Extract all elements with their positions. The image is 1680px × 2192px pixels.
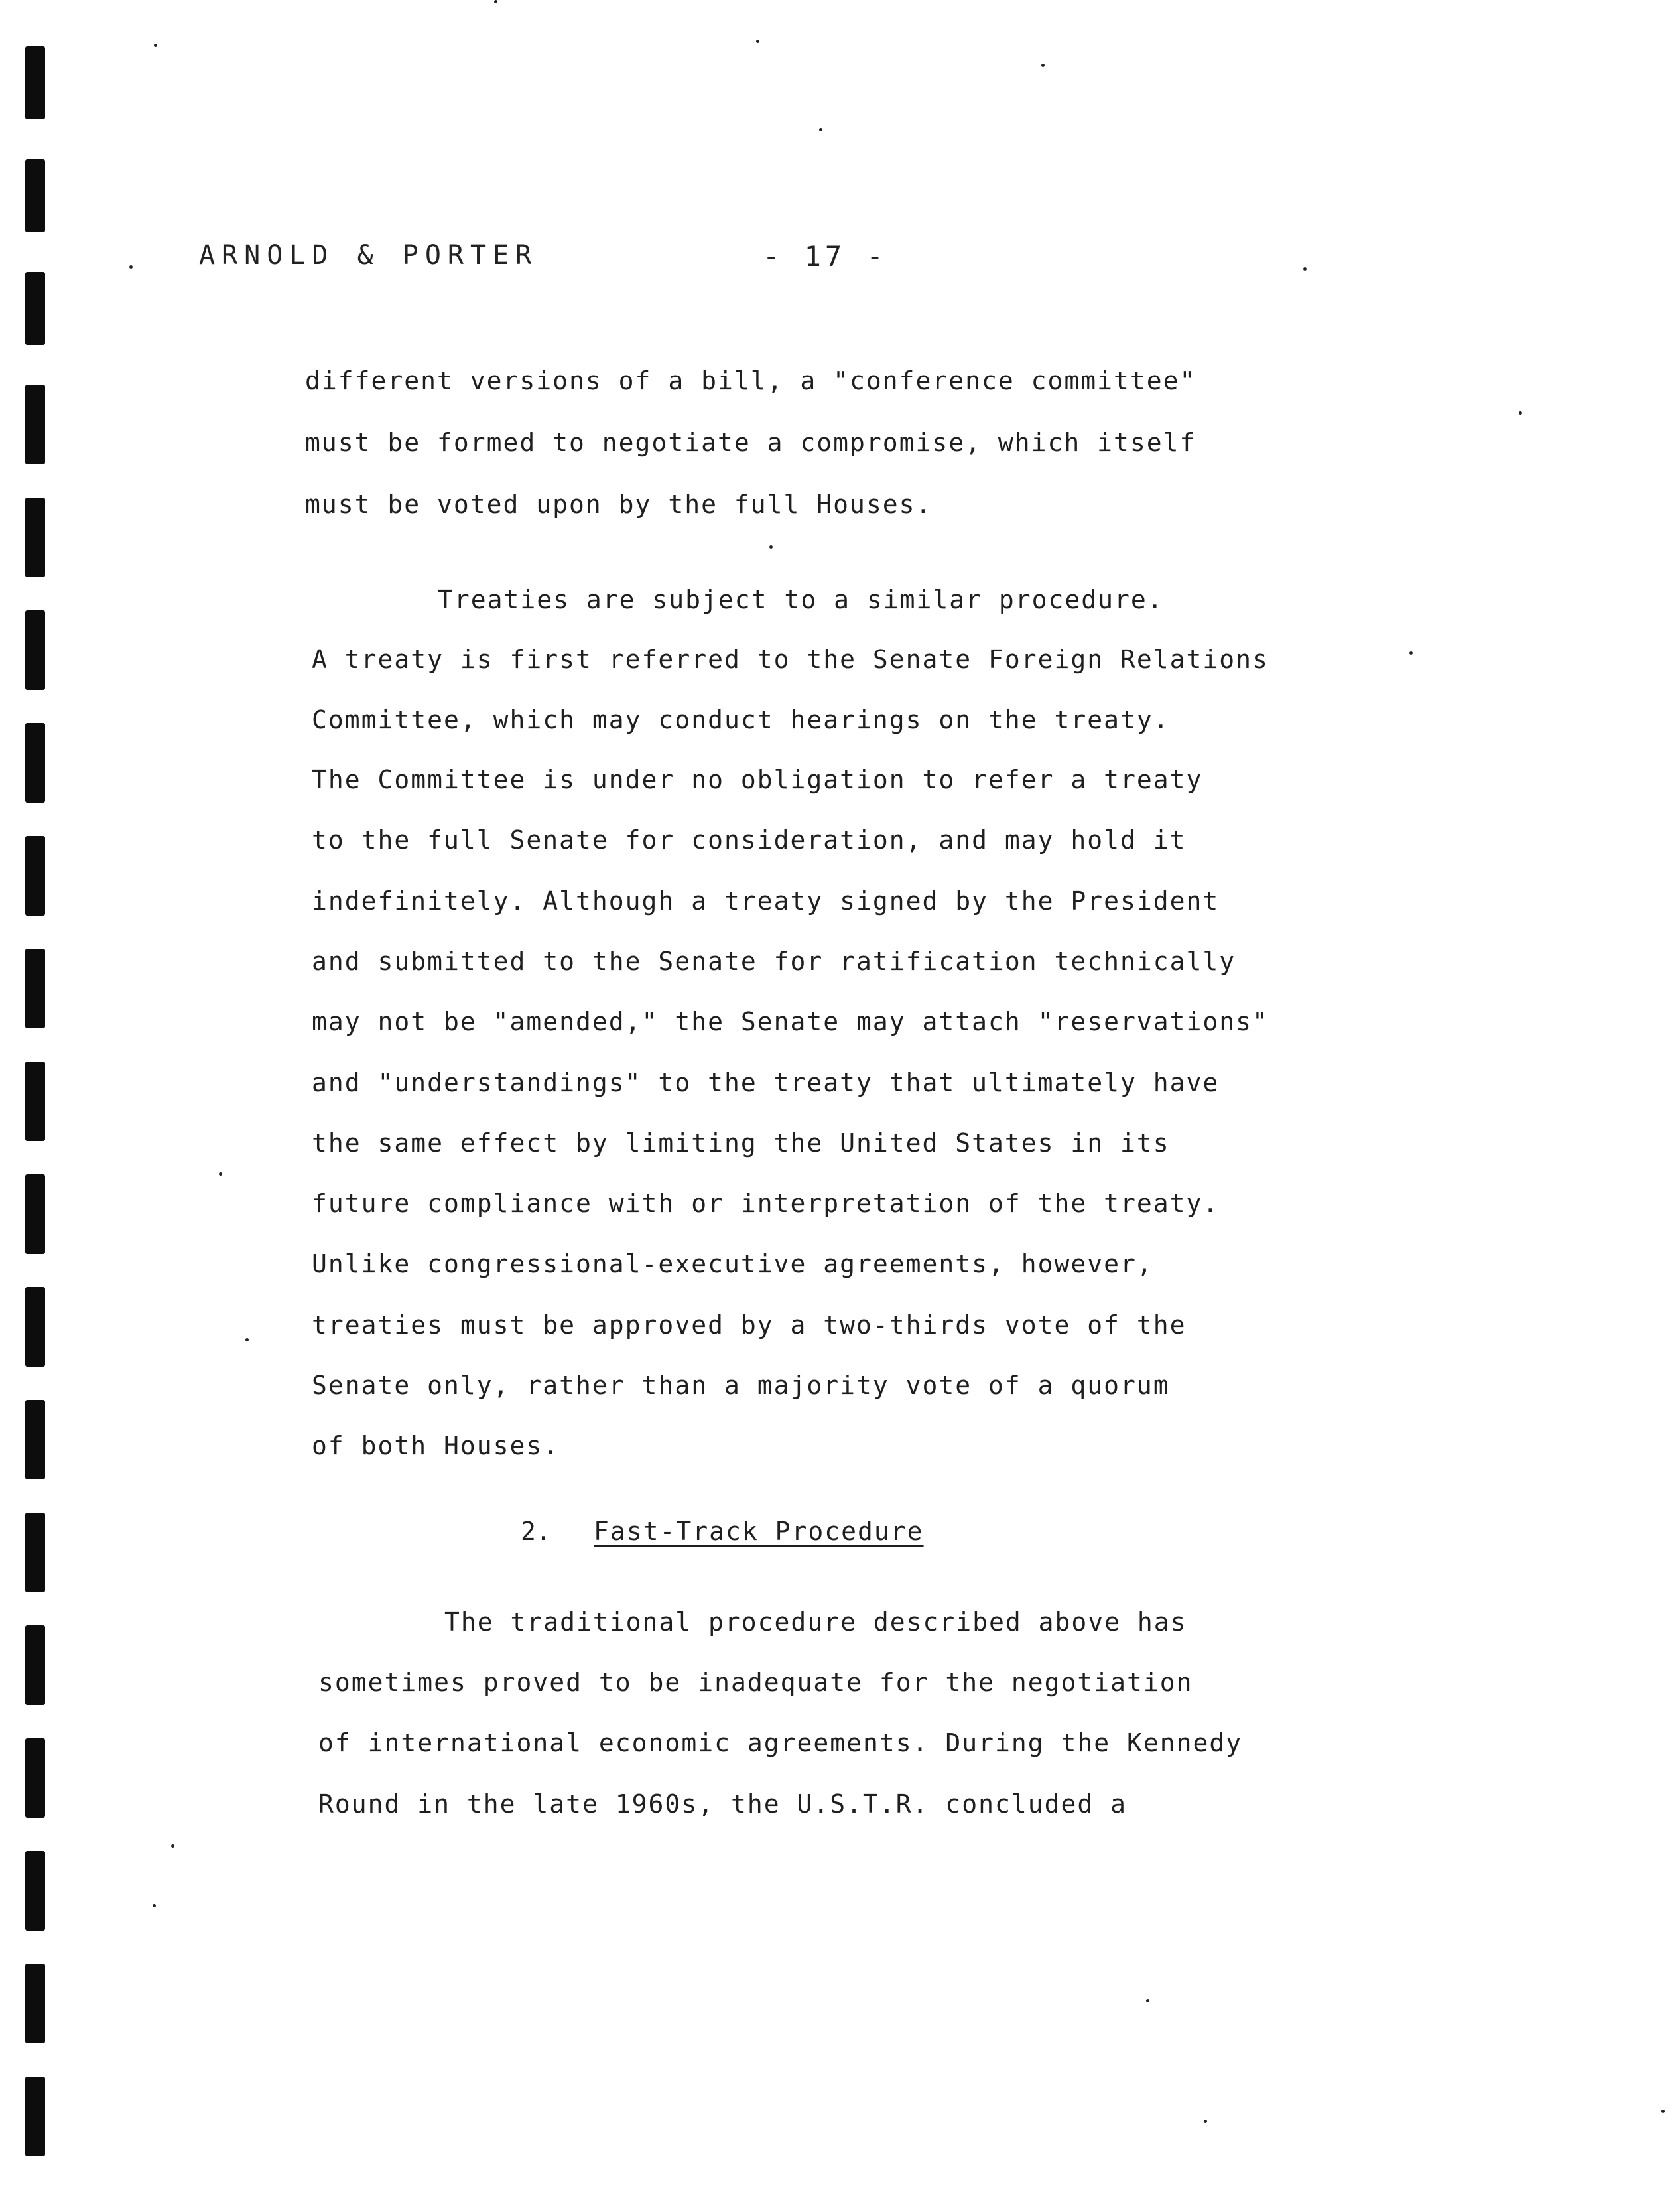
text-line: and "understandings" to the treaty that ultimately have <box>312 1068 1220 1097</box>
text-line: Treaties are subject to a similar procedure. <box>438 585 1164 614</box>
text-line: The Committee is under no obligation to refer a treaty <box>312 765 1203 794</box>
scan-speck <box>1661 2110 1665 2113</box>
scan-speck <box>494 0 497 3</box>
text-line: Committee, which may conduct hearings on the treaty. <box>312 705 1170 734</box>
scan-speck <box>153 1904 156 1907</box>
scan-speck <box>819 128 822 131</box>
scan-speck <box>769 545 773 549</box>
scan-mark <box>25 1738 45 1818</box>
text-line: Unlike congressional-executive agreements, however, <box>312 1249 1153 1278</box>
scan-mark <box>25 385 45 464</box>
text-line: A treaty is first referred to the Senate Foreign Relations <box>312 645 1269 674</box>
text-line: must be voted upon by the full Houses. <box>305 490 933 519</box>
scan-mark <box>25 498 45 577</box>
text-line: Round in the late 1960s, the U.S.T.R. concluded a <box>318 1789 1128 1818</box>
text-line: future compliance with or interpretation of the treaty. <box>312 1189 1220 1218</box>
scan-mark <box>25 46 45 119</box>
text-line: and submitted to the Senate for ratification technically <box>312 947 1236 976</box>
scan-mark <box>25 610 45 690</box>
scan-mark <box>25 1062 45 1141</box>
text-line: indefinitely. Although a treaty signed by the President <box>312 886 1220 916</box>
scan-mark <box>25 1851 45 1931</box>
scan-mark <box>25 2077 45 2156</box>
scan-mark <box>25 1964 45 2043</box>
text-line: to the full Senate for consideration, and may hold it <box>312 825 1187 855</box>
scan-mark <box>25 272 45 345</box>
text-line: must be formed to negotiate a compromise, which itself <box>305 428 1196 457</box>
scan-speck <box>756 40 759 43</box>
text-line: of international economic agreements. During the Kennedy <box>318 1728 1243 1757</box>
section-number: 2. <box>521 1517 551 1546</box>
scan-mark <box>25 1625 45 1705</box>
scan-mark <box>25 1400 45 1479</box>
text-line: sometimes proved to be inadequate for the negotiation <box>318 1668 1193 1697</box>
scan-mark <box>25 723 45 803</box>
scan-mark <box>25 1513 45 1592</box>
scan-speck <box>129 265 133 269</box>
scan-mark <box>25 159 45 232</box>
scan-mark <box>25 1174 45 1254</box>
scan-speck <box>219 1172 222 1176</box>
text-line: may not be "amended," the Senate may attach "reservations" <box>312 1007 1269 1036</box>
text-line: different versions of a bill, a "conference committee" <box>305 366 1196 395</box>
page-number: - 17 - <box>763 240 887 273</box>
scan-speck <box>171 1844 174 1848</box>
text-line: the same effect by limiting the United States in its <box>312 1129 1170 1158</box>
scan-speck <box>154 44 157 47</box>
text-line: of both Houses. <box>312 1431 560 1460</box>
scan-speck <box>1204 2120 1207 2123</box>
scan-speck <box>1041 64 1045 67</box>
scan-speck <box>1409 651 1413 655</box>
scan-mark <box>25 836 45 916</box>
text-line: treaties must be approved by a two-thirds vote of the <box>312 1310 1187 1339</box>
scan-speck <box>245 1338 249 1341</box>
scan-mark <box>25 949 45 1028</box>
firm-header: ARNOLD & PORTER <box>199 240 539 271</box>
scan-speck <box>1519 411 1522 415</box>
text-line: Senate only, rather than a majority vote of a quorum <box>312 1371 1170 1400</box>
section-title: Fast-Track Procedure <box>594 1517 924 1546</box>
scan-speck <box>1146 1999 1149 2002</box>
text-line: The traditional procedure described above has <box>444 1608 1187 1637</box>
margin-scan-marks <box>20 33 53 2183</box>
scan-mark <box>25 1287 45 1367</box>
scan-speck <box>1303 267 1307 271</box>
